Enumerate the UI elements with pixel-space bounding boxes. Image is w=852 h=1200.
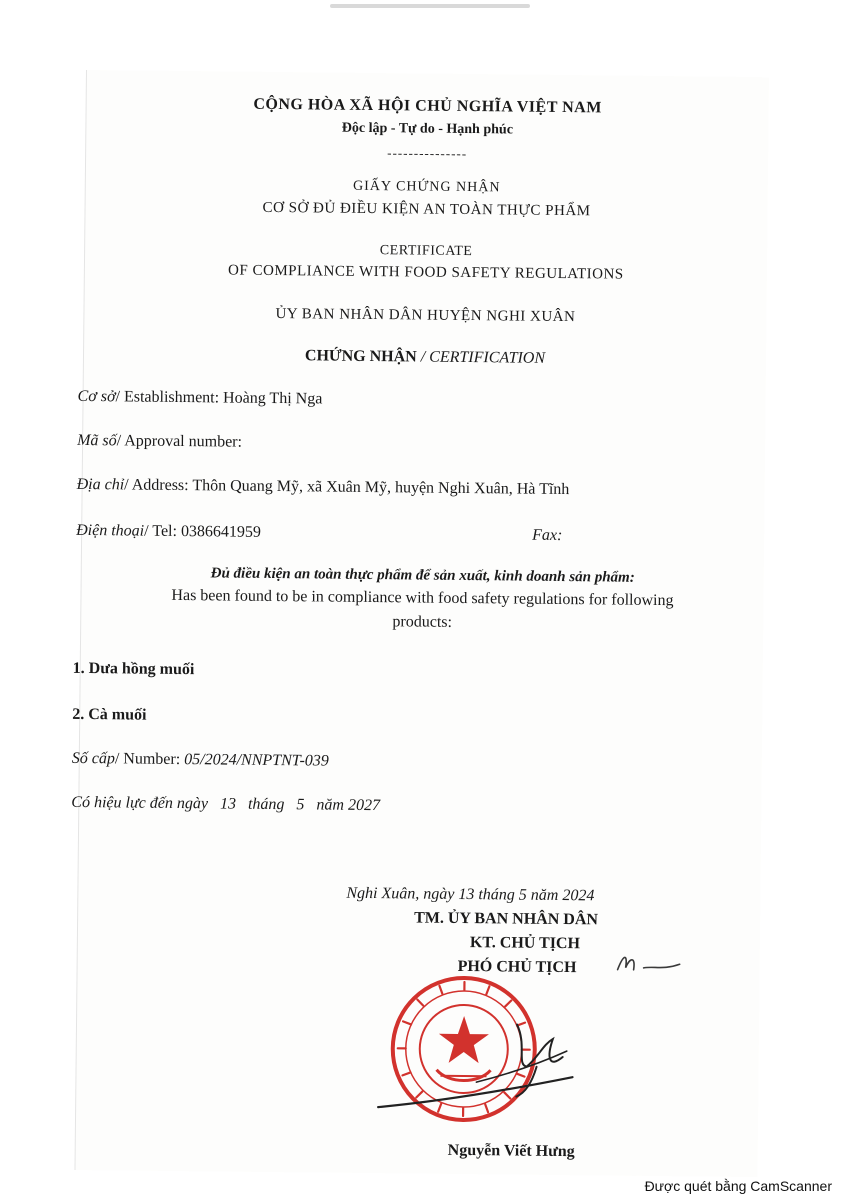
- establishment-label-en: / Establishment:: [115, 388, 220, 407]
- certificate-title-vn: GIẤY CHỨNG NHẬN: [352, 178, 501, 196]
- compliance-statement-en: Has been found to be in compliance with food safety regulations for following: [171, 586, 674, 610]
- tel-value: 0386641959: [180, 523, 262, 541]
- signing-on-behalf: KT. CHỦ TỊCH: [469, 934, 581, 953]
- address-field: [77, 476, 570, 499]
- signing-authority: TM. ỦY BAN NHÂN DÂN: [414, 909, 599, 929]
- motto-divider: ---------------: [387, 145, 468, 161]
- product-item: 2. Cà muối: [72, 705, 147, 724]
- approval-label-en: / Approval number:: [116, 432, 243, 451]
- national-title: CỘNG HÒA XÃ HỘI CHỦ NGHĨA VIỆT NAM: [253, 95, 602, 117]
- certification-en: / CERTIFICATION: [420, 348, 546, 367]
- approval-number-field: [77, 432, 242, 452]
- establishment-value: Hoàng Thị Nga: [223, 389, 323, 408]
- initial-mark: [614, 950, 684, 977]
- number-label-vn: Số cấp: [71, 749, 115, 768]
- national-motto: Độc lập - Tự do - Hạnh phúc: [341, 120, 514, 138]
- fax-label: Fax:: [532, 526, 563, 545]
- validity-field: [71, 794, 380, 815]
- tel-label-en: / Tel:: [144, 522, 178, 540]
- validity-year: 2027: [347, 796, 381, 815]
- establishment-label-vn: Cơ sở: [77, 387, 116, 406]
- certificate-title-en: CERTIFICATE: [379, 243, 473, 260]
- certification-vn: CHỨNG NHẬN: [304, 347, 417, 366]
- scanner-watermark: Được quét bằng CamScanner: [644, 1178, 832, 1194]
- handwritten-signature: [376, 1003, 577, 1115]
- product-item: 1. Dưa hồng muối: [72, 659, 195, 679]
- validity-month-label: tháng: [247, 795, 285, 814]
- validity-prefix: Có hiệu lực đến ngày: [71, 793, 209, 813]
- validity-month: 5: [296, 796, 305, 814]
- signer-position: PHÓ CHỦ TỊCH: [457, 957, 577, 977]
- validity-year-label: năm: [316, 796, 345, 814]
- establishment-field: [77, 388, 322, 409]
- validity-day: 13: [219, 795, 237, 813]
- address-label-en: / Address:: [124, 476, 189, 495]
- tel-field: [76, 522, 261, 542]
- certificate-number-value: 05/2024/NNPTNT-039: [184, 751, 329, 770]
- compliance-statement-en-cont: products:: [392, 613, 453, 631]
- page-top-edge: [330, 4, 530, 8]
- approval-label-vn: Mã số: [77, 431, 117, 450]
- certificate-document: [71, 70, 768, 1177]
- certificate-subtitle-vn: CƠ SỞ ĐỦ ĐIỀU KIỆN AN TOÀN THỰC PHẨM: [262, 199, 591, 220]
- tel-label-vn: Điện thoại: [76, 521, 145, 540]
- certificate-subtitle-en: OF COMPLIANCE WITH FOOD SAFETY REGULATIONS: [228, 262, 624, 283]
- issuing-authority: ỦY BAN NHÂN DÂN HUYỆN NGHI XUÂN: [275, 305, 576, 326]
- place-date: Nghi Xuân, ngày 13 tháng 5 năm 2024: [346, 884, 595, 905]
- signer-name: Nguyễn Viết Hưng: [447, 1141, 575, 1161]
- certification-heading: [84, 345, 766, 370]
- number-label-en: / Number:: [114, 750, 181, 769]
- address-value: Thôn Quang Mỹ, xã Xuân Mỹ, huyện Nghi Xuân, Hà Tĩnh: [192, 477, 570, 499]
- certificate-number-field: [72, 750, 329, 771]
- compliance-statement-vn: Đủ điều kiện an toàn thực phẩm để sản xuất, kinh doanh sản phẩm:: [210, 565, 635, 586]
- address-label-vn: Địa chỉ: [76, 475, 125, 494]
